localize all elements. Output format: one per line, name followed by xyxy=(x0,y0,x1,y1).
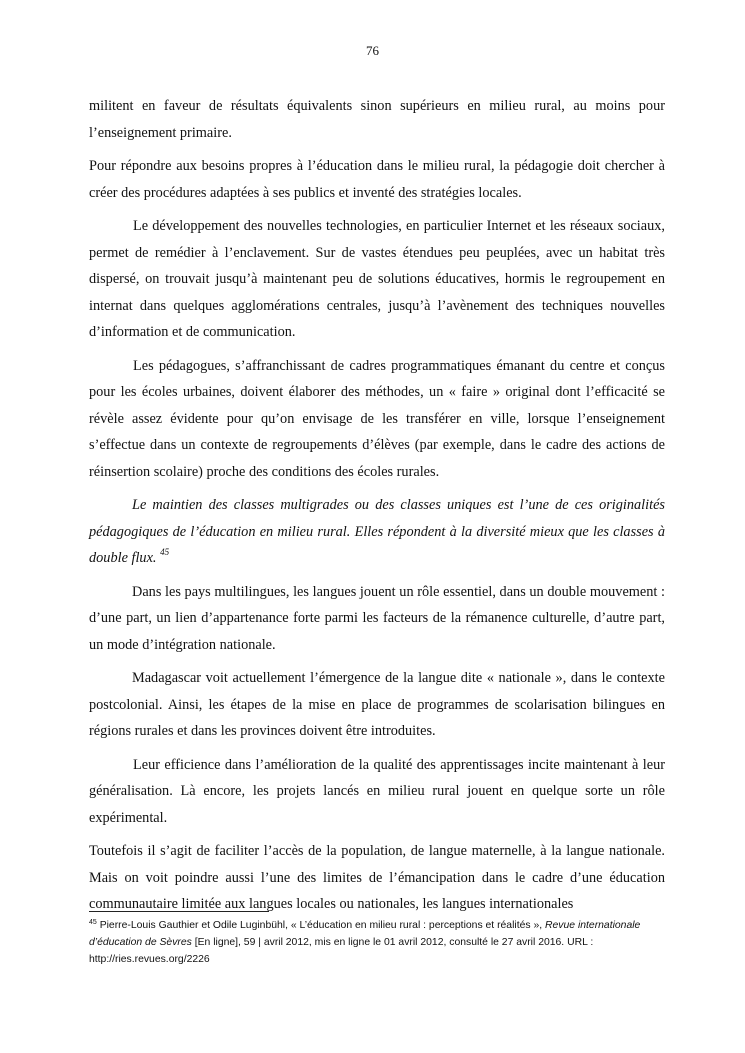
paragraph: Madagascar voit actuellement l’émergence de la langue dite « nationale », dans le contexte postcolonial. Ainsi, les étapes de la mise en place de programmes de scolarisation bilingues en régions rurales et dans les provinces doivent être introduites. xyxy=(89,670,665,739)
footnote-number: 45 xyxy=(89,919,97,926)
footnote-text-start: Pierre-Louis Gauthier et Odile Luginbühl, « L’éducation en milieu rural : perceptions et réalités », xyxy=(99,920,546,931)
paragraph: Dans les pays multilingues, les langues jouent un rôle essentiel, dans un double mouvement : d’une part, un lien d’appartenance forte parmi les facteurs de la rémanence culturelle, d’autre part, un mode d’intégration nationale. xyxy=(89,583,665,653)
footnote-reference[interactable]: 45 xyxy=(160,547,170,557)
italic-paragraph xyxy=(89,492,665,572)
footnote xyxy=(89,917,665,968)
footnote-text-end: [En ligne], 59 | avril 2012, mis en ligne le 01 avril 2012, consulté le 27 avril 2016. URL : http://ries.revues.org/2226 xyxy=(89,937,594,965)
italic-paragraph-text: Le maintien des classes multigrades ou des classes uniques est l’une de ces originalités pédagogiques de l’éducation en milieu rural. Elles répondent à la diversité mieux que les classes à double flux. xyxy=(89,497,665,566)
paragraph: militent en faveur de résultats équivalents sinon supérieurs en milieu rural, au moins pour l’enseignement primaire. xyxy=(89,98,665,141)
footnote-separator xyxy=(89,911,269,912)
paragraph: Leur efficience dans l’amélioration de la qualité des apprentissages incite maintenant à leur généralisation. Là encore, les projets lancés en milieu rural jouent en quelque sorte un rôle expérimental. xyxy=(89,756,665,826)
body-text xyxy=(89,93,665,918)
paragraph: Les pédagogues, s’affranchissant de cadres programmatiques émanant du centre et conçus pour les écoles urbaines, doivent élaborer des méthodes, un « faire » original dont l’efficacité se révèle assez évidente pour qu’on envisage de les transférer en ville, lorsque l’enseignement s’effectue dans un contexte de regroupements d’élèves (par exemple, dans le cadre des actions de réinsertion scolaire) proche des conditions des écoles rurales. xyxy=(89,357,665,480)
page-number: 76 xyxy=(366,43,379,58)
paragraph: Pour répondre aux besoins propres à l’éducation dans le milieu rural, la pédagogie doit chercher à créer des procédures adaptées à ses publics et inventé des stratégies locales. xyxy=(89,158,665,201)
paragraph: Le développement des nouvelles technologies, en particulier Internet et les réseaux sociaux, permet de remédier à l’enclavement. Sur de vastes étendues peu peuplées, avec un habitat très dispersé, on trouvait jusqu’à maintenant peu de solutions éducatives, hormis le regroupement en internat dans quelques agglomérations centrales, jusqu’à l’avènement des techniques nouvelles d’information et de communication. xyxy=(89,218,665,340)
footnote-journal: Revue internationale d’éducation de Sèvres xyxy=(89,920,641,948)
paragraph: Toutefois il s’agit de faciliter l’accès de la population, de langue maternelle, à la langue nationale. Mais on voit poindre aussi l’une des limites de l’émancipation dans le cadre d’une éducation communautaire limitée aux langues locales ou nationales, les langues internationales xyxy=(89,843,665,912)
